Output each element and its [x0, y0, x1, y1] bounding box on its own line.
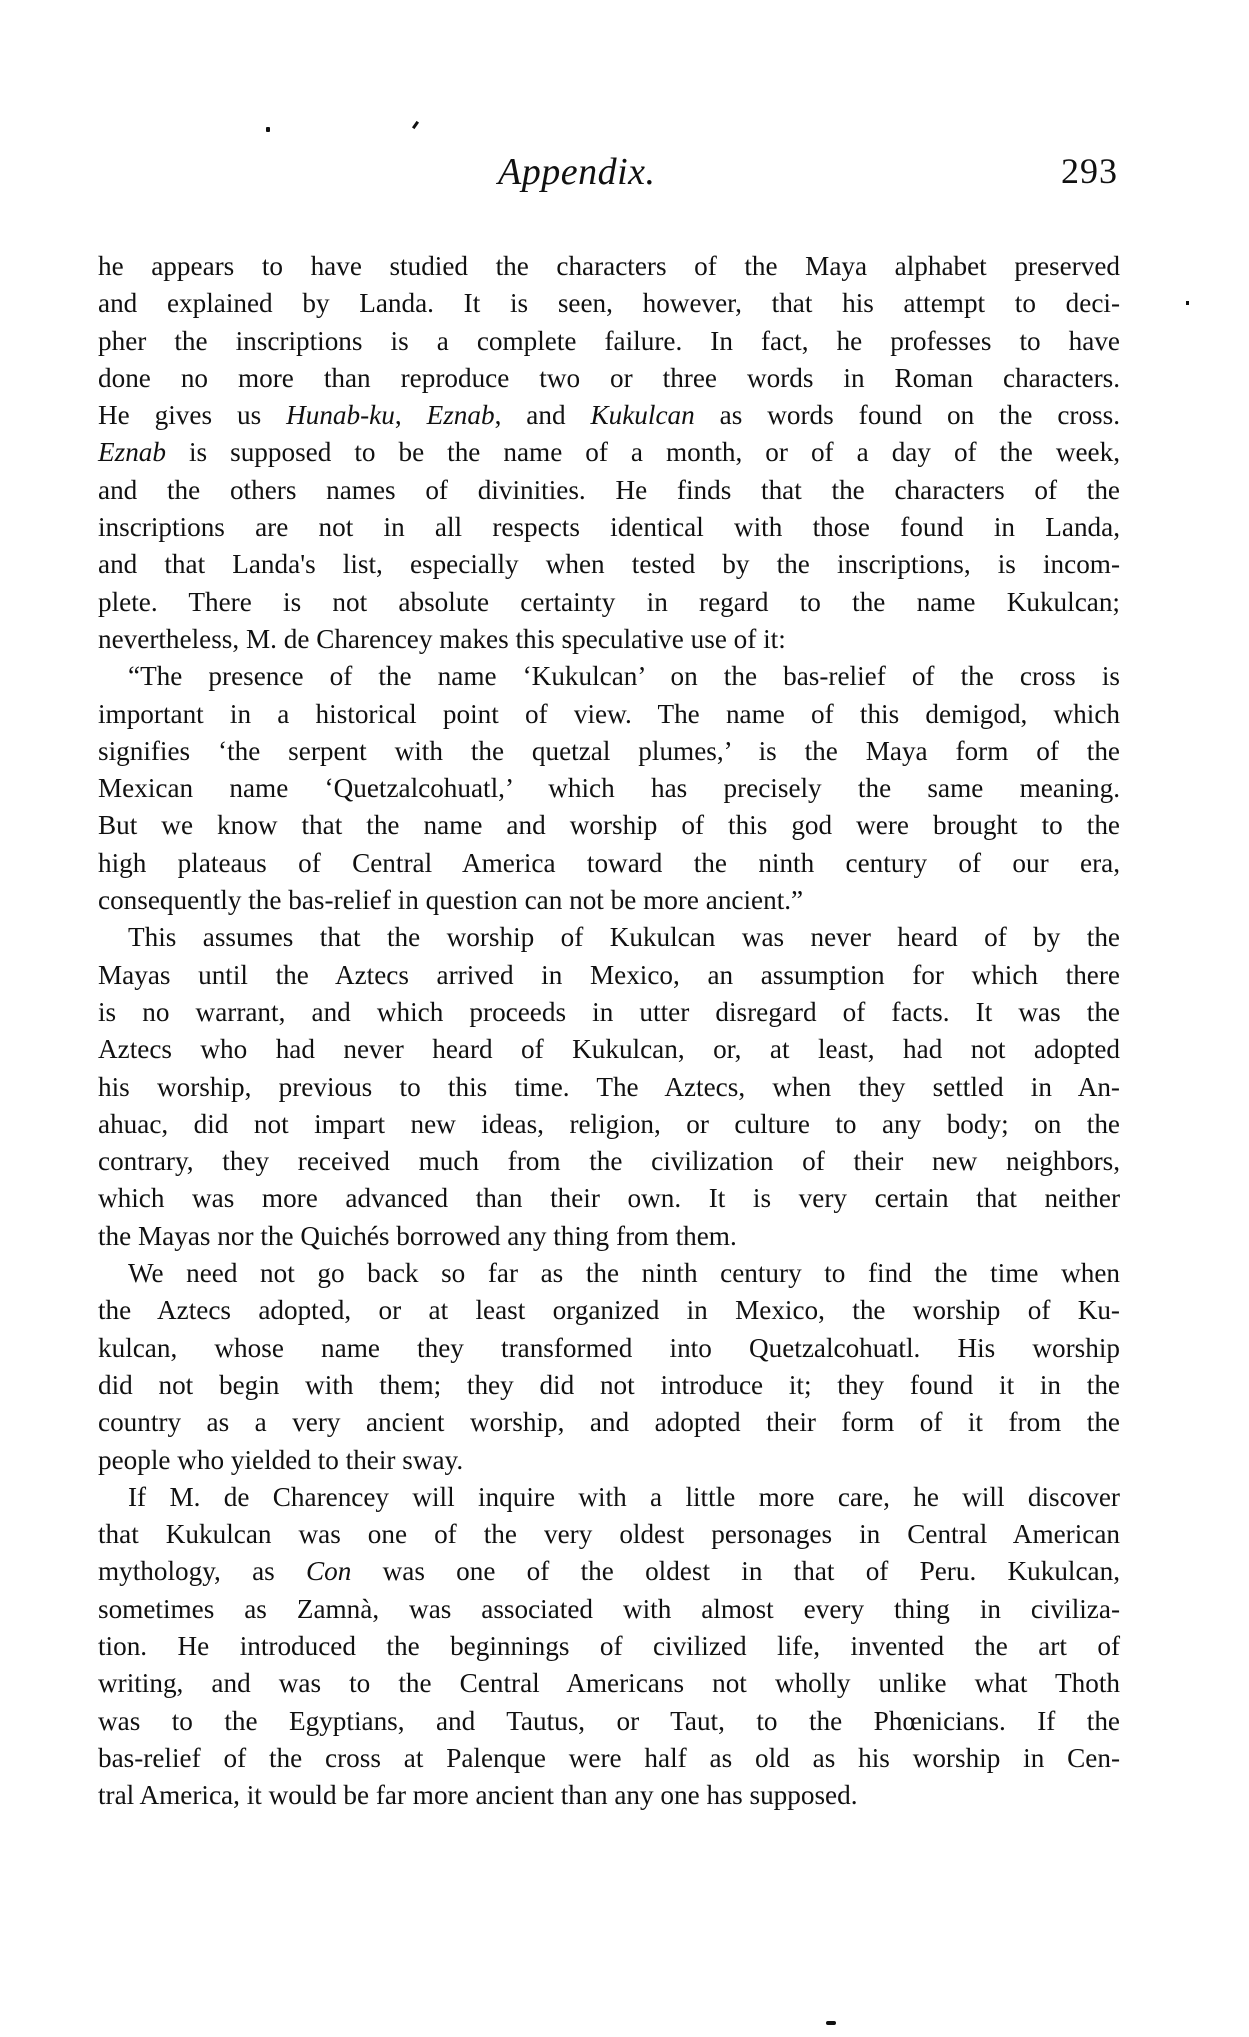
text-line: sometimes as Zamnà, was associated with almost every thing in civiliza-	[98, 1593, 1120, 1624]
text-line: consequently the bas-relief in question can not be more ancient.”	[98, 885, 804, 916]
text-segment: mythology, as	[98, 1556, 307, 1587]
print-speck	[266, 127, 270, 132]
text-line: But we know that the name and worship of this god were brought to the	[98, 810, 1120, 841]
paragraph-first-line: “The presence of the name ‘Kukulcan’ on the bas-relief of the cross is	[128, 661, 1120, 692]
text-segment: was one of the oldest in that of Peru. Kukulcan,	[351, 1556, 1121, 1587]
text-line: ahuac, did not impart new ideas, religion, or culture to any body; on the	[98, 1108, 1120, 1139]
paragraph-first-line: We need not go back so far as the ninth century to find the time when	[128, 1258, 1120, 1289]
text-line	[98, 1553, 1120, 1590]
italic-term: Con	[306, 1556, 352, 1587]
text-line: his worship, previous to this time. The Aztecs, when they settled in An-	[98, 1071, 1120, 1102]
page-number: 293	[1061, 151, 1118, 191]
text-line: Mexican name ‘Quetzalcohuatl,’ which has precisely the same meaning.	[98, 773, 1120, 804]
italic-term: Kukulcan	[590, 400, 695, 431]
text-line	[98, 434, 1120, 471]
text-line: high plateaus of Central America toward the ninth century of our era,	[98, 847, 1120, 878]
print-speck	[412, 121, 419, 129]
print-speck	[826, 2021, 836, 2025]
text-line	[98, 397, 1120, 434]
italic-term: Hunab-ku	[286, 400, 395, 431]
text-line: important in a historical point of view. The name of this demigod, which	[98, 698, 1120, 729]
text-line: he appears to have studied the characters of the Maya alphabet preserved	[98, 251, 1120, 281]
text-line: the Aztecs adopted, or at least organized in Mexico, the worship of Ku-	[98, 1295, 1120, 1326]
text-line: pher the inscriptions is a complete failure. In fact, he professes to have	[98, 325, 1120, 356]
text-line: done no more than reproduce two or three words in Roman characters.	[98, 362, 1120, 393]
running-head	[96, 150, 1118, 210]
text-line: Mayas until the Aztecs arrived in Mexico, an assumption for which there	[98, 959, 1120, 990]
text-line: that Kukulcan was one of the very oldest personages in Central American	[98, 1519, 1120, 1550]
text-line: country as a very ancient worship, and adopted their form of it from the	[98, 1407, 1120, 1438]
text-line: kulcan, whose name they transformed into Quetzalcohuatl. His worship	[98, 1332, 1120, 1363]
body-text	[98, 248, 1120, 1814]
text-segment: ,	[394, 400, 427, 431]
running-head-title: Appendix.	[498, 151, 656, 193]
text-line: and explained by Landa. It is seen, however, that his attempt to deci-	[98, 288, 1120, 319]
text-line: Aztecs who had never heard of Kukulcan, or, at least, had not adopted	[98, 1034, 1120, 1065]
text-line: signifies ‘the serpent with the quetzal plumes,’ is the Maya form of the	[98, 735, 1120, 766]
text-line: and the others names of divinities. He finds that the characters of the	[98, 474, 1120, 505]
italic-term: Eznab	[98, 437, 166, 468]
paragraph-first-line: If M. de Charencey will inquire with a little more care, he will discover	[128, 1481, 1120, 1512]
text-line: contrary, they received much from the civilization of their new neighbors,	[98, 1146, 1120, 1177]
text-line: which was more advanced than their own. It is very certain that neither	[98, 1183, 1120, 1214]
text-segment: as words found on the cross.	[694, 400, 1121, 431]
text-segment: is supposed to be the name of a month, or of a day of the week,	[165, 437, 1120, 468]
paragraph-first-line: This assumes that the worship of Kukulcan was never heard of by the	[128, 922, 1120, 953]
text-segment: He gives us	[98, 400, 287, 431]
italic-term: Eznab	[426, 400, 495, 431]
text-segment: , and	[494, 400, 591, 431]
text-line: was to the Egyptians, and Tautus, or Taut, to the Phœnicians. If the	[98, 1705, 1120, 1736]
text-line: plete. There is not absolute certainty in regard to the name Kukulcan;	[98, 586, 1120, 617]
text-line: tral America, it would be far more ancient than any one has supposed.	[98, 1780, 858, 1811]
text-line: is no warrant, and which proceeds in utter disregard of facts. It was the	[98, 996, 1120, 1027]
print-speck	[1186, 301, 1189, 305]
text-line: did not begin with them; they did not introduce it; they found it in the	[98, 1369, 1120, 1400]
text-line: inscriptions are not in all respects identical with those found in Landa,	[98, 512, 1120, 543]
text-line: nevertheless, M. de Charencey makes this speculative use of it:	[98, 623, 786, 654]
text-line: writing, and was to the Central Americans not wholly unlike what Thoth	[98, 1668, 1120, 1699]
text-line: the Mayas nor the Quichés borrowed any thing from them.	[98, 1220, 737, 1251]
text-line: bas-relief of the cross at Palenque were half as old as his worship in Cen-	[98, 1742, 1120, 1773]
text-line: and that Landa's list, especially when tested by the inscriptions, is incom-	[98, 549, 1120, 580]
text-line: tion. He introduced the beginnings of civilized life, invented the art of	[98, 1630, 1120, 1661]
text-line: people who yielded to their sway.	[98, 1444, 464, 1475]
